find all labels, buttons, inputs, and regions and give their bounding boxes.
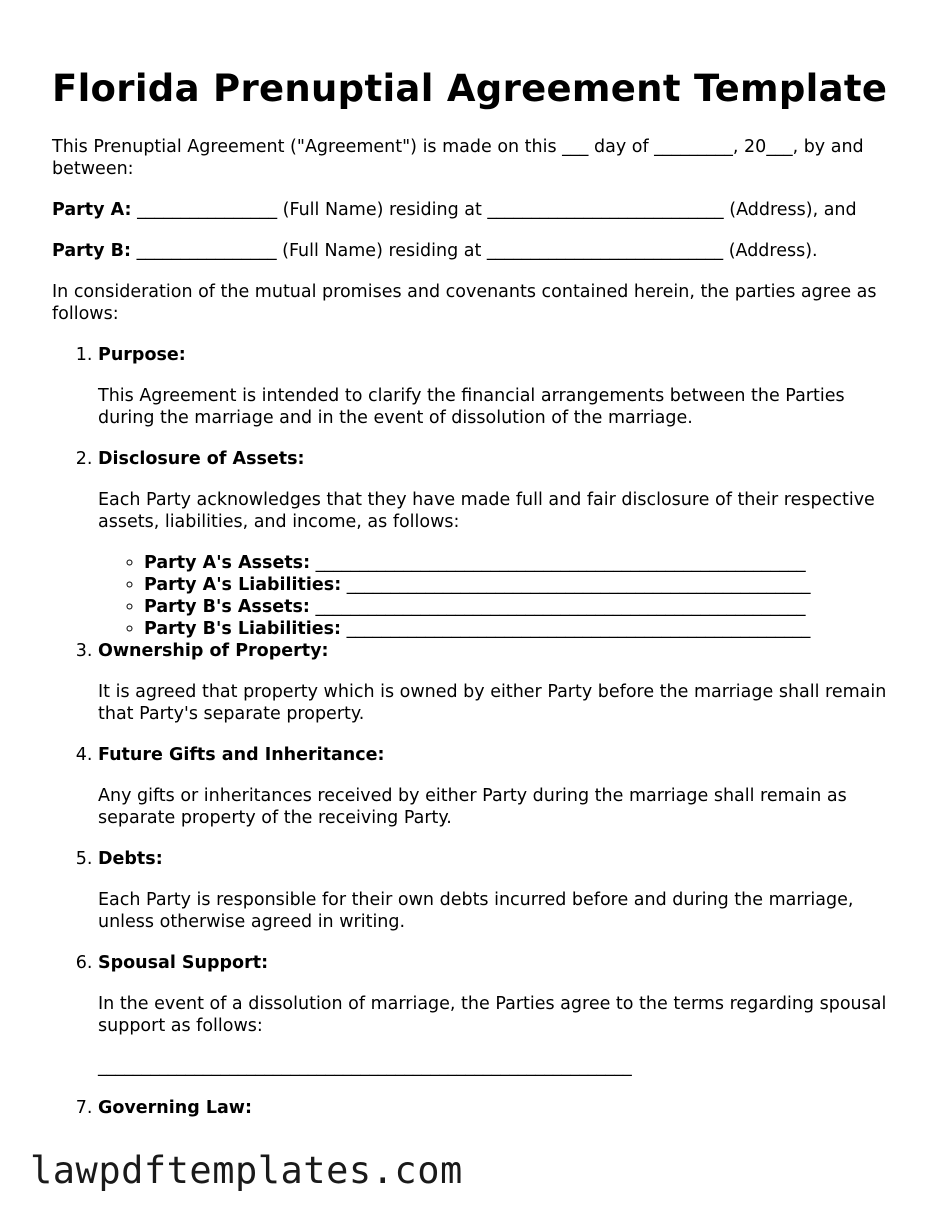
- party-b-text: ________________ (Full Name) residing at ___________________________ (Address).: [131, 241, 818, 261]
- document-title: Florida Prenuptial Agreement Template: [52, 67, 888, 110]
- spousal-support-blank-line: _____________________________________________________________: [98, 1057, 632, 1077]
- section-ownership-of-property: [98, 640, 892, 725]
- section-title: 6. Spousal Support:: [98, 953, 269, 973]
- list-item: [144, 574, 892, 596]
- item-label: Party B's Assets:: [144, 597, 310, 617]
- section-purpose: [98, 344, 892, 429]
- item-blank: ________________________________________________________: [310, 553, 806, 573]
- section-body: Any gifts or inheritances received by either Party during the marriage shall remain as separate property of the receiving Party.: [98, 786, 847, 828]
- intro-paragraph: This Prenuptial Agreement ("Agreement") is made on this ___ day of _________, 20___, by and between:: [52, 137, 864, 179]
- party-b-line: [52, 240, 892, 262]
- party-a-line: [52, 199, 892, 221]
- section-body: It is agreed that property which is owned by either Party before the marriage shall remain that Party's separate property.: [98, 682, 887, 724]
- watermark-text: lawpdftemplates.com: [30, 1149, 463, 1192]
- party-b-label: Party B:: [52, 241, 131, 261]
- party-a-text: ________________ (Full Name) residing at ___________________________ (Address), and: [131, 200, 857, 220]
- item-blank: _____________________________________________________: [341, 619, 811, 639]
- section-title: 1. Purpose:: [98, 345, 186, 365]
- section-title: 2. Disclosure of Assets:: [98, 449, 305, 469]
- list-item: [144, 596, 892, 618]
- item-blank: ________________________________________________________: [309, 597, 806, 617]
- section-title: 5. Debts:: [98, 849, 163, 869]
- section-future-gifts: [98, 744, 892, 829]
- section-body: Each Party acknowledges that they have made full and fair disclosure of their respective assets, liabilities, and income, as follows:: [98, 490, 875, 532]
- list-item: [144, 552, 892, 574]
- section-body: In the event of a dissolution of marriage, the Parties agree to the terms regarding spousal support as follows:: [98, 994, 887, 1036]
- disclosure-list: [98, 552, 892, 640]
- item-blank: _____________________________________________________: [341, 575, 811, 595]
- section-body: This Agreement is intended to clarify the financial arrangements between the Parties during the marriage and in the event of dissolution of the marriage.: [98, 386, 845, 428]
- section-body: Each Party is responsible for their own debts incurred before and during the marriage, unless otherwise agreed in writing.: [98, 890, 854, 932]
- item-label: Party A's Liabilities:: [144, 575, 342, 595]
- section-debts: [98, 848, 892, 933]
- sections-list: [52, 344, 892, 1119]
- section-title: 7. Governing Law:: [98, 1098, 252, 1118]
- section-spousal-support: [98, 952, 892, 1078]
- item-label: Party A's Assets:: [144, 553, 311, 573]
- section-title: 4. Future Gifts and Inheritance:: [98, 745, 385, 765]
- list-item: [144, 618, 892, 640]
- section-disclosure-of-assets: [98, 448, 892, 640]
- document-page: [52, 66, 892, 1138]
- item-label: Party B's Liabilities:: [144, 619, 341, 639]
- consideration-paragraph: In consideration of the mutual promises and covenants contained herein, the parties agree as follows:: [52, 282, 877, 324]
- section-title: 3. Ownership of Property:: [98, 641, 329, 661]
- section-governing-law: [98, 1097, 892, 1119]
- party-a-label: Party A:: [52, 200, 132, 220]
